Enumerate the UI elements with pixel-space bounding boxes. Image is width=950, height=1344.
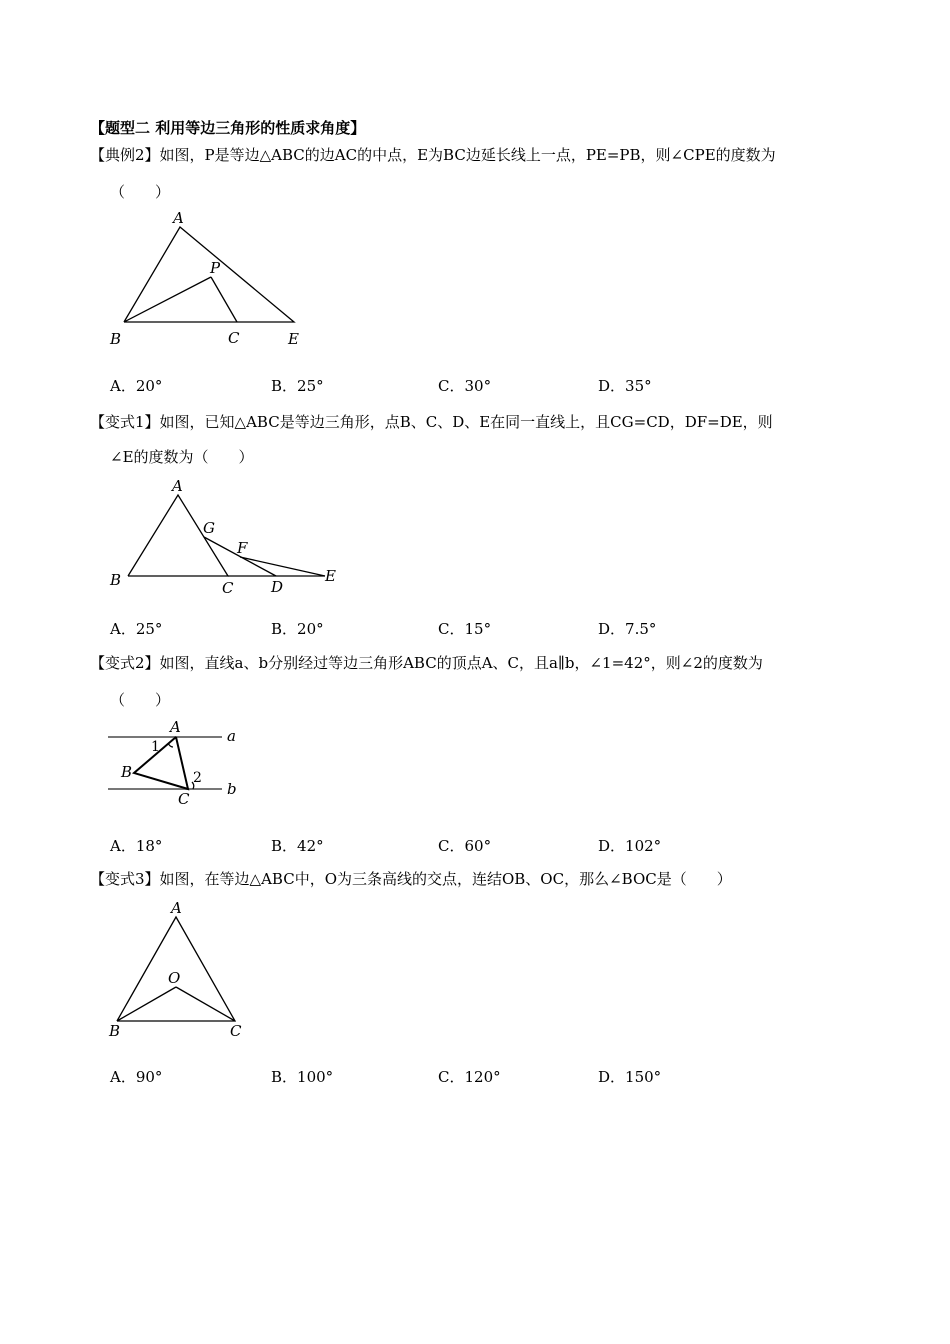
fig3-label-a: A — [170, 718, 181, 736]
fig4-label-c: C — [230, 1022, 242, 1040]
fig2-label-e: E — [325, 567, 336, 585]
q1-option-b[interactable]: B．25° — [271, 377, 324, 395]
question-3-options — [110, 835, 710, 855]
q3-option-d[interactable]: D．102° — [598, 837, 662, 855]
q1-option-d[interactable]: D．35° — [598, 377, 652, 395]
fig1-label-a: A — [173, 209, 184, 227]
question-4-options — [110, 1066, 710, 1086]
q1-option-a[interactable]: A．20° — [110, 377, 163, 395]
fig3-label-angle-2: 2 — [193, 770, 202, 786]
fig2-label-b: B — [110, 571, 122, 589]
fig1-segment-pc — [211, 277, 237, 322]
figure-4-triangle — [100, 895, 260, 1045]
fig1-label-p: P — [210, 259, 221, 277]
fig3-label-b: B — [121, 763, 133, 781]
fig4-label-b: B — [109, 1022, 121, 1040]
q4-option-c[interactable]: C．120° — [438, 1068, 501, 1086]
fig3-triangle — [134, 737, 188, 789]
fig4-segment-ob — [117, 987, 176, 1021]
question-3-blank: （ ） — [110, 691, 171, 709]
fig3-label-angle-1: 1 — [151, 739, 160, 755]
fig3-label-c: C — [178, 790, 190, 808]
q1-option-c[interactable]: C．30° — [438, 377, 492, 395]
q4-option-b[interactable]: B．100° — [271, 1068, 334, 1086]
fig2-label-a: A — [172, 477, 183, 495]
fig4-label-a: A — [171, 899, 182, 917]
fig2-label-g: G — [203, 519, 215, 537]
q4-option-d[interactable]: D．150° — [598, 1068, 662, 1086]
fig3-label-line-a: a — [227, 727, 236, 745]
q2-option-b[interactable]: B．20° — [271, 620, 324, 638]
question-2-blank: ∠E的度数为（ ） — [110, 448, 254, 466]
q4-option-a[interactable]: A．90° — [110, 1068, 163, 1086]
q3-option-b[interactable]: B．42° — [271, 837, 324, 855]
fig4-label-o: O — [168, 969, 181, 987]
fig3-label-line-b: b — [227, 780, 237, 798]
figure-1-triangle — [100, 205, 320, 355]
figure-3-parallel-lines — [100, 715, 250, 810]
fig2-segment-fe — [240, 557, 325, 576]
fig4-segment-oc — [176, 987, 235, 1021]
fig2-label-d: D — [271, 578, 284, 596]
q2-option-d[interactable]: D．7.5° — [598, 620, 657, 638]
q2-option-c[interactable]: C．15° — [438, 620, 492, 638]
fig1-outline — [124, 227, 294, 322]
fig3-angle-1-arc — [168, 743, 173, 747]
question-4-text: 【变式3】如图，在等边△ABC中，O为三条高线的交点，连结OB、OC，那么∠BOC是（ ） — [90, 870, 732, 888]
fig2-label-c: C — [222, 579, 234, 597]
question-1-text: 【典例2】如图，P是等边△ABC的边AC的中点，E为BC边延长线上一点，PE=PB，则∠CPE的度数为 — [90, 146, 776, 164]
fig1-label-e: E — [288, 330, 299, 348]
fig1-label-b: B — [110, 330, 122, 348]
question-3-text: 【变式2】如图，直线a、b分别经过等边三角形ABC的顶点A、C，且a∥b，∠1=42°，则∠2的度数为 — [90, 654, 763, 672]
question-1-options — [110, 375, 710, 395]
fig1-label-c: C — [228, 329, 240, 347]
question-2-options — [110, 618, 710, 638]
q2-option-a[interactable]: A．25° — [110, 620, 163, 638]
q3-option-c[interactable]: C．60° — [438, 837, 492, 855]
q3-option-a[interactable]: A．18° — [110, 837, 163, 855]
section-title: 【题型二 利用等边三角形的性质求角度】 — [90, 119, 366, 137]
figure-2-triangle — [100, 475, 350, 600]
question-1-blank: （ ） — [110, 183, 171, 201]
question-2-text: 【变式1】如图，已知△ABC是等边三角形，点B、C、D、E在同一直线上，且CG=CD，DF=DE，则 — [90, 413, 773, 431]
fig2-label-f: F — [237, 539, 248, 557]
